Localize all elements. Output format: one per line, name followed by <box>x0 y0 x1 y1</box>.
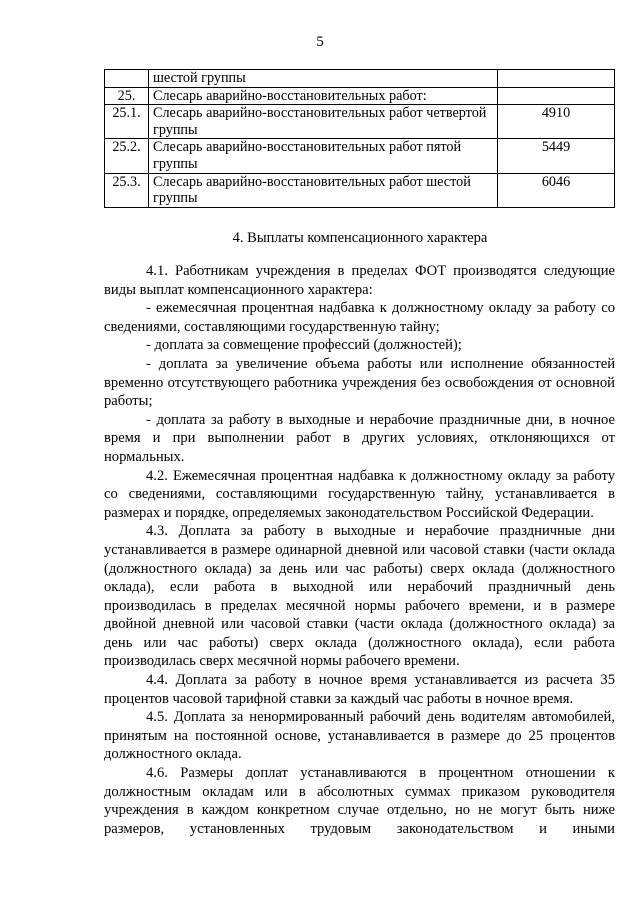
list-item: - доплата за работу в выходные и нерабочие праздничные дни, в ночное время и при выполнении работ в других условиях, отклоняющихся от нормальных. <box>104 411 615 465</box>
rate-amount <box>498 70 615 88</box>
list-item: - ежемесячная процентная надбавка к должностному окладу за работу со сведениями, составляющими государственную тайну; <box>104 300 615 335</box>
rate-amount: 6046 <box>498 173 615 207</box>
paragraph-4-3: 4.3. Доплата за работу в выходные и нерабочие праздничные дни устанавливается в размере одинарной дневной или часовой ставки (части оклада (должностного оклада) за день или час работы) сверх оклада (должностного оклада), если работа в выходной или нерабочий праздничный день производилась в пределах месячной нормы рабочего времени, и в размере двойной дневной или часовой ставки (части оклада (должностного оклада) за день или час работы) сверх оклада (должностного оклада), если работа производилась сверх месячной нормы рабочего времени. <box>104 523 615 670</box>
row-number: 25.3. <box>105 173 149 207</box>
position-name: Слесарь аварийно-восстановительных работ пятой группы <box>149 139 498 173</box>
rate-amount: 4910 <box>498 105 615 139</box>
position-name: Слесарь аварийно-восстановительных работ шестой группы <box>149 173 498 207</box>
table-row <box>105 139 615 173</box>
paragraph-4-1: 4.1. Работникам учреждения в пределах ФОТ производятся следующие виды выплат компенсационного характера: <box>104 263 615 298</box>
paragraph-4-2: 4.2. Ежемесячная процентная надбавка к должностному окладу за работу со сведениями, составляющими государственную тайну, устанавливается в размерах и порядке, определяемых законодательством Российской Федерации. <box>104 467 615 521</box>
list-item: - доплата за увеличение объема работы или исполнение обязанностей временно отсутствующего работника учреждения без освобождения от основной работы; <box>104 355 615 410</box>
page-number: 5 <box>316 34 324 50</box>
position-name: Слесарь аварийно-восстановительных работ: <box>149 87 498 105</box>
table-row <box>105 105 615 139</box>
paragraph-4-6: 4.6. Размеры доплат устанавливаются в процентном отношении к должностным окладам или в абсолютных суммах приказом руководителя учреждения в каждом конкретном случае отдельно, но не могут быть ниже размеров, установленных трудовым законодательством и иными <box>104 765 615 837</box>
row-number: 25.2. <box>105 139 149 173</box>
position-name: Слесарь аварийно-восстановительных работ четвертой группы <box>149 105 498 139</box>
position-name: шестой группы <box>149 70 498 88</box>
rate-amount <box>498 87 615 105</box>
rates-table <box>104 69 615 208</box>
table-row <box>105 70 615 88</box>
row-number: 25.1. <box>105 105 149 139</box>
document-body <box>104 262 615 838</box>
row-number <box>105 70 149 88</box>
row-number: 25. <box>105 87 149 105</box>
table-row <box>105 173 615 207</box>
list-item: - доплата за совмещение профессий (должностей); <box>146 337 462 354</box>
paragraph-4-4: 4.4. Доплата за работу в ночное время устанавливается из расчета 35 процентов часовой тарифной ставки за каждый час работы в ночное время. <box>104 672 615 707</box>
section-title: 4. Выплаты компенсационного характера <box>232 230 488 246</box>
table-row <box>105 87 615 105</box>
rate-amount: 5449 <box>498 139 615 173</box>
paragraph-4-5: 4.5. Доплата за ненормированный рабочий день водителям автомобилей, принятым на постоянной основе, устанавливается в размере до 25 процентов должностного оклада. <box>104 709 615 763</box>
